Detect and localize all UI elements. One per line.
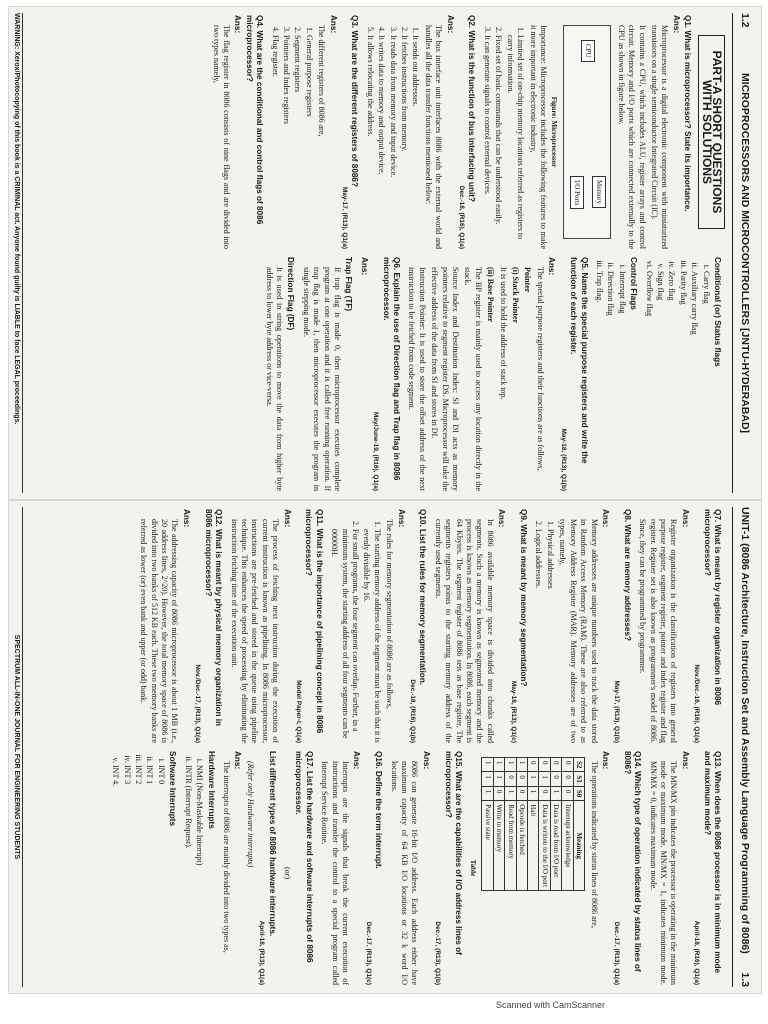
book-title: MICROPROCESSORS AND MICROCONTROLLERS [JNTU-HYDERABAD] <box>739 72 751 434</box>
microprocessor-figure <box>563 25 611 239</box>
table-caption: Table <box>469 859 478 877</box>
answer-label: Ans: <box>233 751 243 770</box>
question-q17-alt: List different types of 8086 hardware interrupts. <box>267 751 277 937</box>
software-interrupts-title: Software Interrupts <box>168 751 178 827</box>
pointer-label: Pointer <box>523 267 533 293</box>
table-row <box>550 758 561 891</box>
cell: 0 <box>516 786 527 800</box>
answer-label: Ans: <box>600 751 610 770</box>
q8-ref: May-17, (R13), Q1(b) <box>613 680 621 743</box>
ctrl-flag: ii. Direction flag <box>605 271 615 491</box>
q6-ref: May/June-19, (R16), Q1(a) <box>372 411 380 491</box>
table-row <box>539 758 550 891</box>
q8-item: 1. Physical addresses <box>545 529 555 743</box>
right-column <box>27 751 727 985</box>
cell: 0 <box>528 758 539 772</box>
answer-label: Ans: <box>233 15 243 34</box>
answer-label: Ans: <box>396 509 406 528</box>
answer-label: Ans: <box>497 509 507 528</box>
q9-answer: In 8086 available memory space is divided into chunks called segments. Such a memory is known as segmented memory and the process is known as memory segmentation. In 8086, each segment is 64 Kbytes. The segment register of 8086 sets as base register. The segments registers points to the starting memory address of the currently used segments. <box>433 519 495 743</box>
page-header <box>732 13 757 493</box>
warning-footer: WARNING: Xerox/Photocopying of this book is a CRIMINAL act. Anyone found guilty is LIABLE to face LEGAL proceedings. <box>13 13 23 493</box>
q7-answer: Register organization is the classification of registers into general purpose register, segment register, pointer and index register and flag register. Register set is also known as programmer's model of 8086. Since, they can be programmed by programmer. <box>638 519 679 743</box>
source-index-desc: Source Index and Destination Index: SI and DI acts as memory pointers relative to segment register DS. Microprocessor will take the effective address of the data from SI and stores in DI. <box>430 267 461 491</box>
sw-interrupt: ii. INT 1 <box>144 765 154 985</box>
q7-ref: Nov./Dec.-16, (R16), Q1(a) <box>693 664 701 743</box>
q8-item: 2. Logical addresses. <box>533 529 543 743</box>
question-q1: Q1. What is microprocessor? State its importance. <box>683 15 693 212</box>
cond-flag: v. Sign flag <box>655 271 665 491</box>
page-number: 1.3 <box>739 972 751 987</box>
hw-interrupt: ii. INTR (Interrupt Request). <box>182 765 192 985</box>
table-header: Meaning <box>573 801 584 891</box>
importance-item: 2. Fixed set of basic commands that can be understood easily. <box>493 35 503 249</box>
sw-interrupt: v. INT 4. <box>110 765 120 985</box>
question-q17: Q17. List the hardware and software interrupts of 8086 microprocessor. <box>294 751 314 963</box>
answer-label: Ans: <box>328 15 338 34</box>
cell: Write to memory <box>493 801 504 891</box>
question-q16: Q16. Define the term interrupt. <box>374 751 384 869</box>
importance-item: 1. Limited set of on-chip memory locations referred as registers to carry information. <box>504 35 525 249</box>
cell: 0 <box>493 786 504 800</box>
cell: 0 <box>562 772 573 786</box>
rotated-content <box>9 7 761 499</box>
cell: 1 <box>493 758 504 772</box>
question-q10: Q10. List the rules for memory segmentation. <box>418 509 428 686</box>
question-q3: Q3. What are the different registers of 8086? <box>350 15 360 187</box>
hw-interrupt: i. NMI (Non-Maskable Interrupt) <box>194 765 204 985</box>
q16-answer: Interrupts are the signals that break the current execution of instructions and transfer the control to a special program called Interrupt Service Routine. <box>320 761 350 985</box>
table-row <box>482 758 493 891</box>
trap-flag-desc: If trap flag is made 0, then microprocessor executes complete program at one operation and it is called free running operation. If trap flag is made 1, then microprocessor executes the program in single stepping mode. <box>301 267 342 491</box>
sw-interrupt: iv. INT 3 <box>121 765 131 985</box>
cell: 1 <box>493 772 504 786</box>
table-row <box>505 758 516 891</box>
stack-pointer-label: (i) Stack Pointer <box>511 267 521 323</box>
q11-answer: The process of fetching next instruction during the execution of current instruction is known as pipelining. In 8086 microprocessor, instructions are pre-fetched and stored in the queue using pipeline technique. This enhances the speed of processing by eliminating the instruction fetching time of the execution unit. <box>229 519 281 743</box>
journal-footer: SPECTRUM ALL-IN-ONE JOURNAL FOR ENGINEERING STUDENTS <box>13 507 23 987</box>
q2-item: 2. It fetches instructions from memory. <box>399 35 409 249</box>
direction-flag-title: Direction Flag (DF) <box>286 257 296 331</box>
page-header <box>732 507 757 987</box>
sw-interrupt: iii. INT 2 <box>133 765 143 985</box>
answer-label: Ans: <box>352 751 362 770</box>
page-number: 1.2 <box>739 13 751 28</box>
cond-flag: ii. Auxiliary carry flag <box>689 271 699 491</box>
status-lines-table <box>481 757 585 891</box>
q11-ref: Model Paper-I, Q1(a) <box>294 680 302 743</box>
q13-ref: April-18, (R16), Q1(a) <box>693 920 701 985</box>
ctrl-flag: i. Interrupt flag <box>616 271 626 491</box>
answer-label: Ans: <box>680 751 690 770</box>
q3-item: 3. Pointers and Index registers <box>281 35 291 249</box>
answer-label: Ans: <box>547 257 557 276</box>
left-column <box>27 15 727 249</box>
q17-refer-only: (Refer only Hardware interrupts) <box>245 761 255 868</box>
q2-item: 3. It reads data from memory and input device. <box>387 35 397 249</box>
q2-item: 1. It sends out addresses. <box>410 35 420 249</box>
q10-item: 2. For small programs, the four segment can overlap. Further, in a minimum system, the starting address of all four segments can be 00000H. <box>329 529 360 743</box>
q2-item: 4. It writes data to memory and output device. <box>376 35 386 249</box>
q3-ref: May-17, (R13), Q1(a) <box>341 186 349 249</box>
ctrl-flag: iii. Trap flag. <box>594 271 604 491</box>
question-q14: Q14. Which type of operation indicated by status lines of 8086? <box>622 751 643 972</box>
importance-text: Importance: Microprocessor includes the following features to make it more important in electronic industry, <box>528 25 548 249</box>
q3-item: 2. Segment registers <box>292 35 302 249</box>
q3-item: 4. Flag register. <box>269 35 279 249</box>
question-q15: Q15. What are the capabilities of I/O address lines of microprocessor? <box>443 751 464 955</box>
cell: Interrupt acknowledge <box>562 801 573 891</box>
cond-flag: iv. Zero flag <box>666 271 676 491</box>
cell: 1 <box>528 786 539 800</box>
cell: 0 <box>550 772 561 786</box>
q10-item: 1. The starting memory address of the segment must be such that it is evenly divisible by 16. <box>361 529 382 743</box>
question-q2: Q2. What is the function of bus interfacing unit? <box>467 15 477 202</box>
cell: 0 <box>550 758 561 772</box>
cond-flags-title: Conditional (or) Status flags <box>713 257 722 367</box>
q15-ref: Dec.-17, (R13), Q1(b) <box>434 921 442 985</box>
cond-flag: iii. Parity flag <box>677 271 687 491</box>
cell: 0 <box>539 758 550 772</box>
cond-flag: i. Carry flag <box>700 271 710 491</box>
question-q6: Q6. Explain the use of Direction flag and Trap flag in 8086 microprocessor. <box>381 257 402 481</box>
cell: 0 <box>562 758 573 772</box>
cell: 1 <box>482 772 493 786</box>
direction-flag-desc: It is used in string operations to move the data from higher byte address to lower byte address or vice-versa. <box>264 267 284 491</box>
scanner-watermark: Scanned with CamScanner <box>496 1000 606 1010</box>
cell: 1 <box>482 786 493 800</box>
base-pointer-desc: The BP register is mainly used to access any location directly in the stack. <box>463 267 483 491</box>
fig-memory-box: Memory <box>592 176 606 208</box>
importance-item: 3. It can generate signals to control external devices. <box>482 35 492 249</box>
q10-ref: Dec.-18, (R16), Q1(b) <box>409 679 417 743</box>
cell: 0 <box>539 786 550 800</box>
cell: Opcode is fetched <box>516 801 527 891</box>
table-row <box>562 758 573 891</box>
sw-interrupt: i. INT 0 <box>156 765 166 985</box>
answer-label: Ans: <box>421 751 431 770</box>
cond-flag: vi. Overflow flag <box>643 271 653 491</box>
part-a-title: PART-A SHORT QUESTIONS WITH SOLUTIONS <box>698 35 725 229</box>
q5-ref: May-18, (R13), Q1(b) <box>559 428 567 491</box>
hardware-interrupts-title: Hardware Interrupts <box>206 751 216 829</box>
q2-item: 5. It allows relocating the address. <box>364 35 374 249</box>
q17-ref: April-18, (R13), Q1(a) <box>258 920 266 985</box>
cell: 0 <box>516 772 527 786</box>
question-q12: Q12. What is meant by physical memory organization in 8086 microprocessor? <box>203 509 224 727</box>
answer-label: Ans: <box>282 509 292 528</box>
q16-ref: Dec.-17, (R13), Q1(c) <box>364 921 372 985</box>
answer-label: Ans: <box>445 15 455 34</box>
table-header: S2 <box>573 758 584 772</box>
table-header: S1 <box>573 772 584 786</box>
table-row <box>528 758 539 891</box>
q12-ref: Nov./Dec.-17, (R13), Q1(a) <box>194 664 202 743</box>
q14-answer: The operations indicated by status lines of 8086 are, <box>589 761 599 928</box>
q8-answer: Memory addresses are unique numbers used to track the data stored in Random Access Memory (RAM). These are also referred to as Memory Address Register (MAR). Memory addresses are of two types, namely, <box>558 519 599 743</box>
cell: Data is written to the I/O port <box>539 801 550 891</box>
q4-answer: The flag register in 8086 consists of nine flags and are divided into two types namely, <box>211 25 231 249</box>
answer-label: Ans: <box>600 509 610 528</box>
answer-label: Ans: <box>181 509 191 528</box>
left-column <box>27 509 727 743</box>
fig-cpu-box: CPU <box>581 40 595 62</box>
q1-answer-1: Microprocessor is a digital electronic component with miniaturized transistors on a single semiconductor Integrated Circuit (IC). <box>649 25 670 249</box>
question-q7: Q7. What is meant by register organization in 8086 microprocessor? <box>702 509 722 706</box>
q17-answer: The interrupts of 8086 are mainly divided into two types as, <box>221 761 231 953</box>
q14-ref: Dec.-17, (R13), Q1(a) <box>613 921 621 985</box>
cell: 1 <box>539 772 550 786</box>
cell: Read from memory <box>505 801 516 891</box>
q3-item: 1. General purpose registers <box>303 35 313 249</box>
cell: Passive state <box>482 801 493 891</box>
cell: 1 <box>482 758 493 772</box>
question-q11: Q11. What is the importance of pipelining concept in 8086 microprocessor? <box>304 509 324 734</box>
question-q13: Q13. When does the 8086 processor is in minimum mode and maximum mode? <box>702 751 722 974</box>
q17-or: (or) <box>282 867 292 879</box>
table-header: S0 <box>573 786 584 800</box>
trap-flag-title: Trap Flag (TF) <box>344 257 354 312</box>
q15-answer: 8086 can generate 16-bit I/O address. Each address either have maximum capacity of 64 KB I/O locations or 32 k word I/O locations. <box>389 761 420 985</box>
q9-ref: May-18, (R13), Q1(c) <box>509 680 517 743</box>
answer-label: Ans: <box>359 257 369 276</box>
q3-answer: The different registers of 8086 are, <box>317 25 327 137</box>
unit-title: UNIT-1 (8086 Architecture, Instruction Set and Assembly Language Programming of 8086) <box>739 507 751 954</box>
q10-answer: The rules for memory segmentation of 8086 are as follows, <box>385 519 395 709</box>
q2-ref: Dec.-18, (R16), Q1(a) <box>458 185 466 249</box>
cell: Data is read from I/O port <box>550 801 561 891</box>
ctrl-flags-title: Control Flags <box>629 257 639 310</box>
cell: 1 <box>505 786 516 800</box>
figure-caption: Figure: Microprocessor <box>550 96 559 168</box>
instruction-pointer-desc: Instruction Pointer: It is used to store the offset address of the next instruction to be fetched from code segment. <box>407 267 427 491</box>
page-1-3 <box>8 500 762 994</box>
cell: 1 <box>550 786 561 800</box>
cell: 1 <box>505 758 516 772</box>
cell: 1 <box>528 772 539 786</box>
cell: Halt <box>528 801 539 891</box>
right-column <box>27 257 727 491</box>
q5-answer: The special purpose registers and their functions are as follows, <box>535 267 545 471</box>
question-q4: Q4. What are the conditional and control flags of 8086 microprocessor? <box>244 15 265 225</box>
q1-answer-2: It contains a CPU, which includes ALU, register arrays and control circuit. Memory and I/O ports which are connected externally to the CPU as shown in figure below. <box>616 25 647 249</box>
question-q5: Q5. Name the special purpose registers and write the function of each register. <box>569 257 589 464</box>
question-q9: Q9. What is meant by memory segmentation? <box>519 509 529 687</box>
question-q8: Q8. What are memory addresses? <box>622 509 632 641</box>
fig-io-box: I/O Ports <box>570 176 584 209</box>
table-row <box>493 758 504 891</box>
stack-pointer-desc: It is used to hold the address of stack top. <box>498 267 508 400</box>
cell: 0 <box>562 786 573 800</box>
cell: 1 <box>516 758 527 772</box>
q2-answer: The bus interface unit interfaces 8086 with the external world and handles all the data transfer functions mentioned below: <box>423 25 444 249</box>
base-pointer-label: (ii) Base Pointer <box>486 267 496 323</box>
table-row <box>516 758 527 891</box>
page-1-2 <box>8 6 762 500</box>
q12-answer: The addressing capacity of 8086 microprocessor is about 1 MB (i.e., 20 address lines, 2^20). However, the total memory space of 8086 is divided into two banks of 512 KB each. These two memory banks are referred as lower (or) even bank and upper (or odd) bank. <box>139 519 180 743</box>
q13-answer: The MN/MX pin indicates the processor is operating in the minimum mode or maximum mode. MN/MX = 1, indicates minimum mode. MN/MX = 0, indicates maximum mode. <box>648 761 679 985</box>
rotated-content <box>9 501 761 993</box>
answer-label: Ans: <box>680 509 690 528</box>
cell: 0 <box>505 772 516 786</box>
answer-label: Ans: <box>671 15 681 34</box>
